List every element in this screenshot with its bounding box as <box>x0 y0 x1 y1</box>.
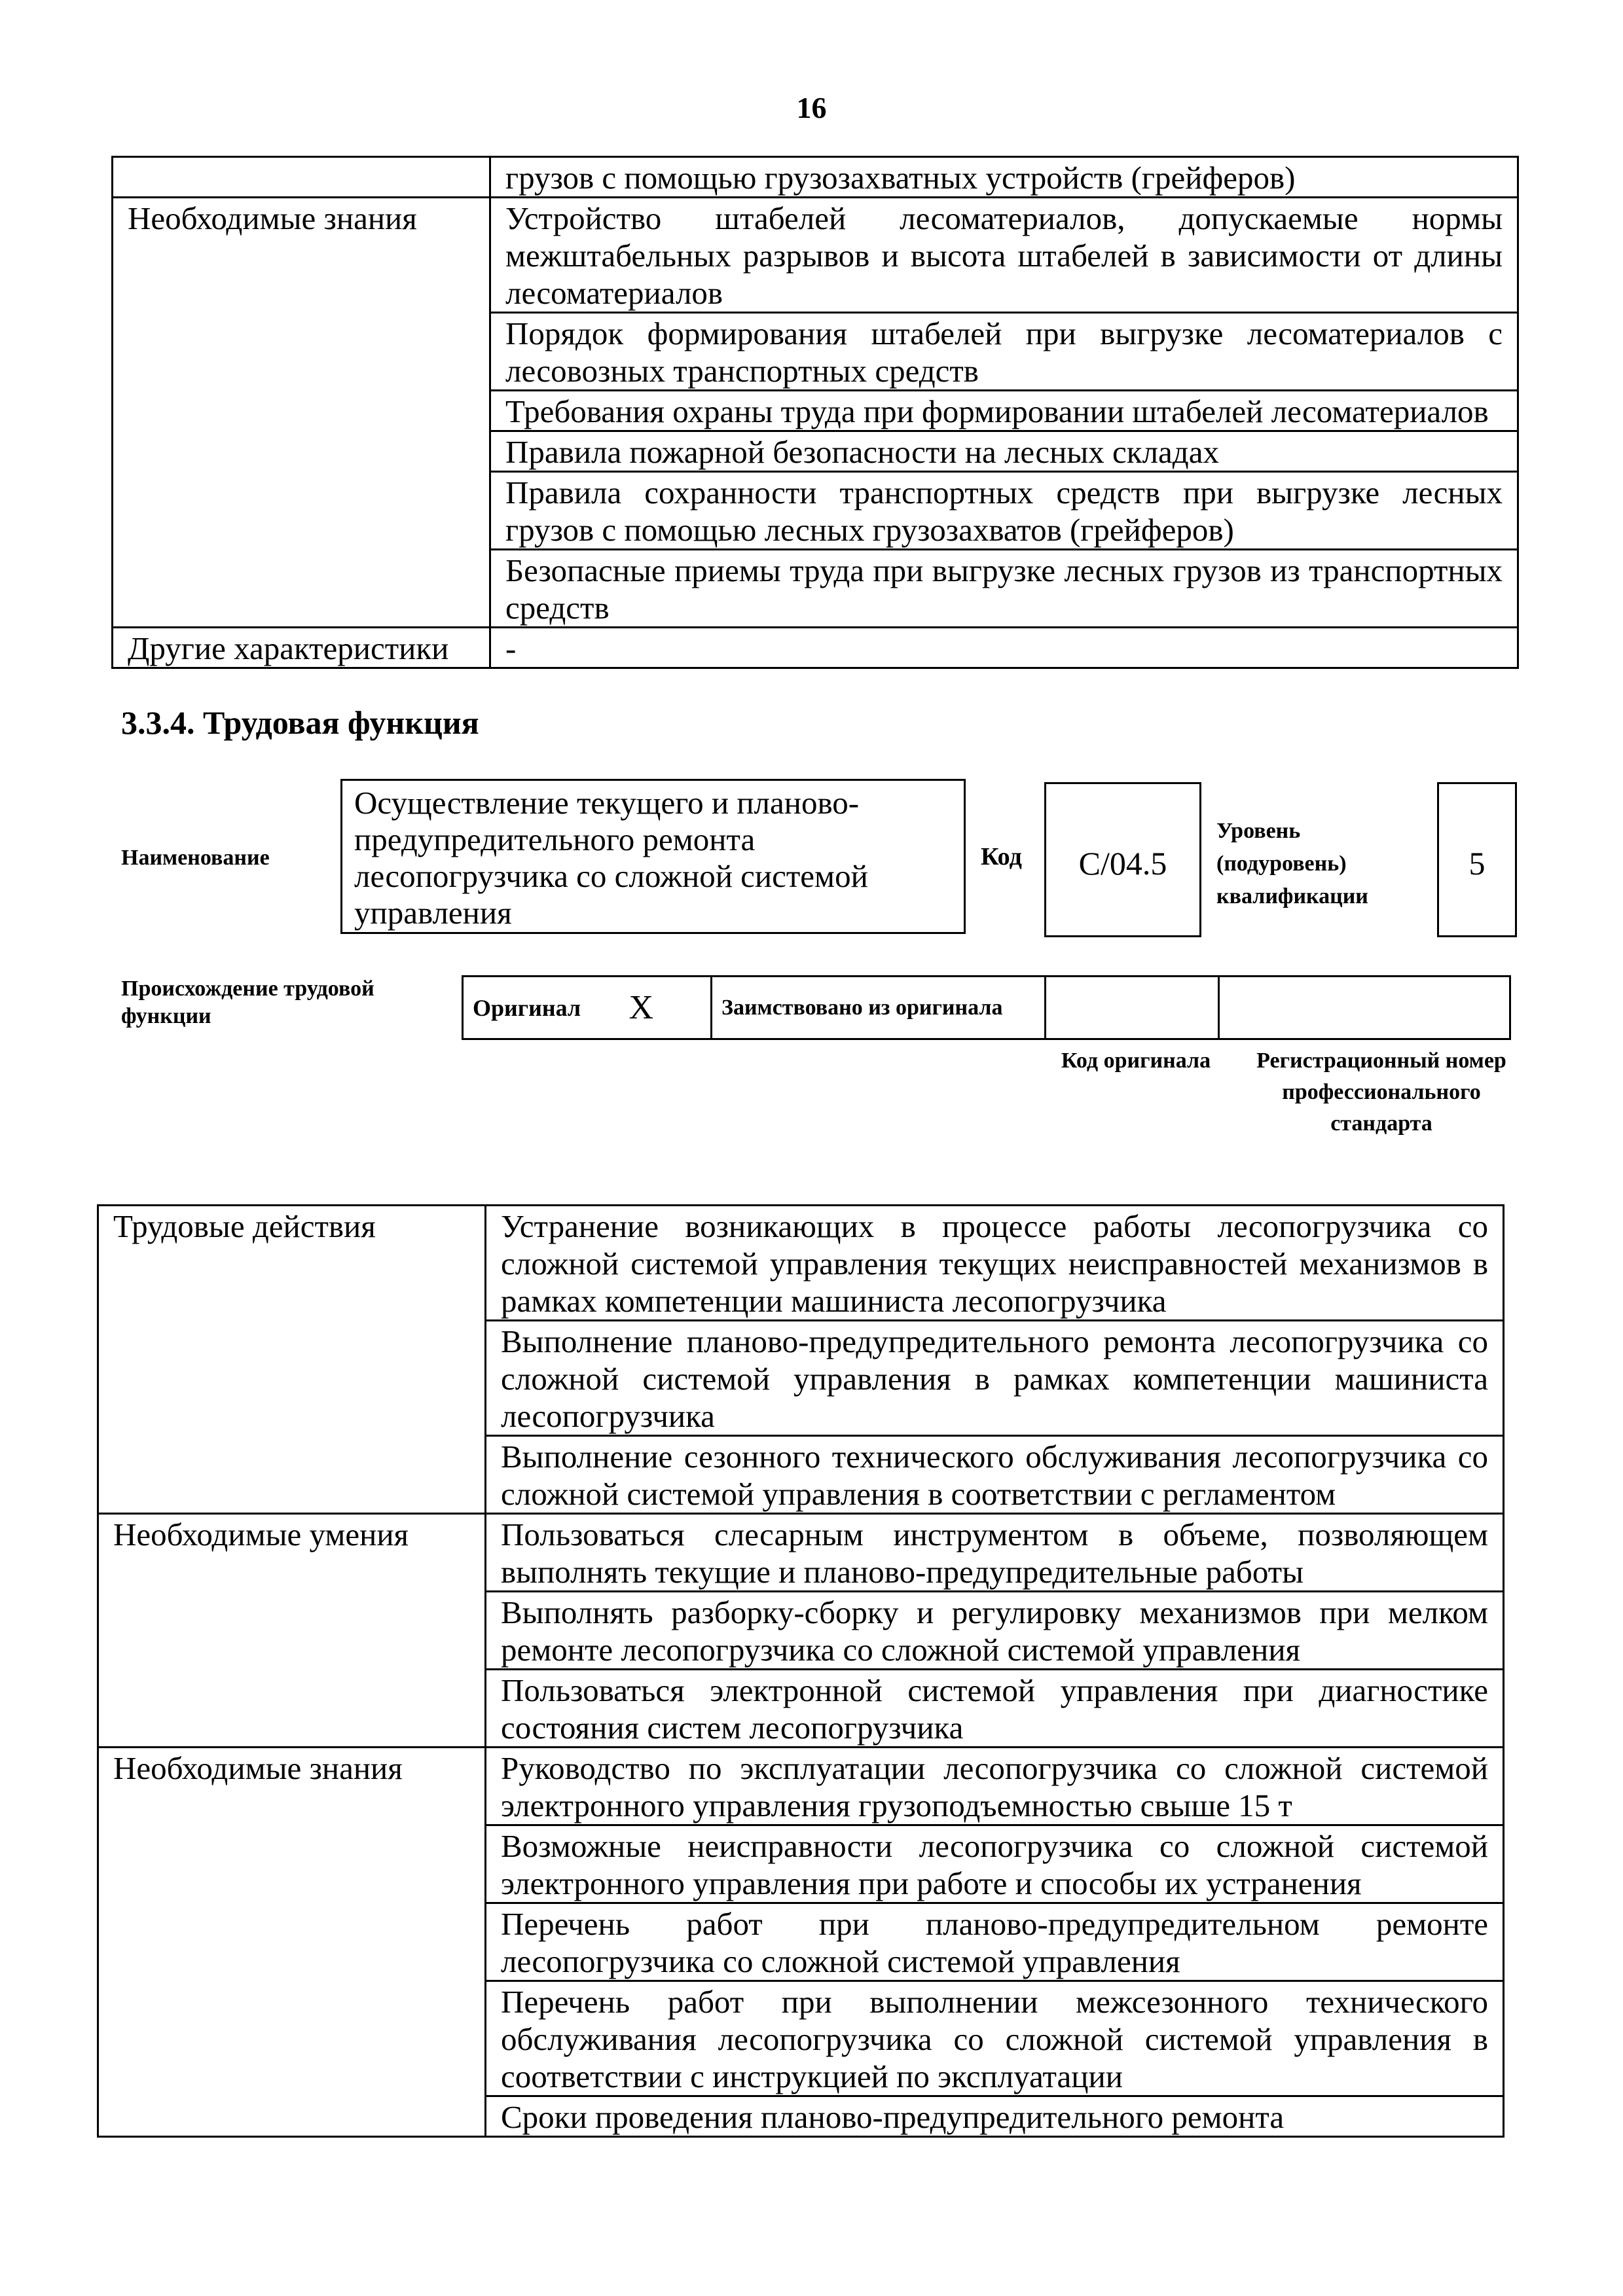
page-number: 16 <box>796 91 827 124</box>
name-label: Наименование <box>121 846 270 870</box>
row-label: Другие характеристики <box>113 628 490 668</box>
original-code-cell <box>1046 977 1219 1039</box>
code-caption: Код оригинала <box>1061 1049 1211 1073</box>
row-item: Возможные неисправности лесопогрузчика со сложной системой электронного управления при работе и способы их устранения <box>486 1825 1504 1903</box>
row-item: Пользоваться электронной системой управления при диагностике состояния систем лесопогрузчика <box>486 1670 1504 1748</box>
row-item: Руководство по эксплуатации лесопогрузчика со сложной системой электронного управления грузоподъемностью свыше 15 т <box>486 1748 1504 1825</box>
row-item: Правила сохранности транспортных средств при выгрузке лесных грузов с помощью лесных грузозахватов (грейферов) <box>490 472 1518 550</box>
row-item: - <box>490 628 1518 668</box>
level-box: 5 <box>1437 782 1517 937</box>
section-title: 3.3.4. Трудовая функция <box>121 704 479 741</box>
table-row <box>98 1748 1504 1825</box>
table-row <box>98 1206 1504 1321</box>
origin-label: Происхождение трудовой функции <box>121 977 374 1028</box>
row-label: Необходимые умения <box>98 1514 486 1748</box>
table-row <box>463 977 1510 1039</box>
row-item: Правила пожарной безопасности на лесных складах <box>490 431 1518 472</box>
table-row <box>113 157 1518 198</box>
row-item: Порядок формирования штабелей при выгрузке лесоматериалов с лесовозных транспортных средств <box>490 313 1518 391</box>
level-label: Уровень (подуровень) квалификации <box>1216 819 1368 908</box>
row-label: Необходимые знания <box>98 1748 486 2137</box>
table-row <box>98 1514 1504 1592</box>
row-item: Устранение возникающих в процессе работы лесопогрузчика со сложной системой управления текущих неисправностей механизмов в рамках компетенции машиниста лесопогрузчика <box>486 1206 1504 1321</box>
function-code-box: С/04.5 <box>1044 782 1201 937</box>
row-item: Требования охраны труда при формировании штабелей лесоматериалов <box>490 391 1518 431</box>
registration-caption: Регистрационный номер профессионального стандарта <box>1256 1049 1506 1136</box>
row-label: Необходимые знания <box>113 198 490 628</box>
row-item: Выполнение планово-предупредительного ремонта лесопогрузчика со сложной системой управления в рамках компетенции машиниста лесопогрузчика <box>486 1321 1504 1436</box>
function-name-box: Осуществление текущего и планово-предупредительного ремонта лесопогрузчика со сложной системой управления <box>340 779 966 934</box>
table-row <box>113 628 1518 668</box>
row-item: Устройство штабелей лесоматериалов, допускаемые нормы межштабельных разрывов и высота штабелей в зависимости от длины лесоматериалов <box>490 198 1518 313</box>
borrowed-label: Заимствовано из оригинала <box>712 977 1046 1039</box>
row-label <box>113 157 490 198</box>
row-item: Перечень работ при выполнении межсезонного технического обслуживания лесопогрузчика со сложной системой управления в соответствии с инструкцией по эксплуатации <box>486 1981 1504 2096</box>
row-item: грузов с помощью грузозахватных устройств (грейферов) <box>490 157 1518 198</box>
row-item: Выполнение сезонного технического обслуживания лесопогрузчика со сложной системой управления в соответствии с регламентом <box>486 1436 1504 1514</box>
table-row <box>113 198 1518 313</box>
original-label: Оригинал <box>463 977 620 1039</box>
knowledge-table-continued <box>111 156 1519 669</box>
registration-number-cell <box>1219 977 1510 1039</box>
row-item: Выполнять разборку-сборку и регулировку механизмов при мелком ремонте лесопогрузчика со сложной системой управления <box>486 1592 1504 1670</box>
row-item: Безопасные приемы труда при выгрузке лесных грузов из транспортных средств <box>490 550 1518 628</box>
origin-table <box>462 975 1511 1040</box>
row-label: Трудовые действия <box>98 1206 486 1514</box>
original-mark: X <box>620 977 712 1039</box>
code-label: Код <box>981 843 1022 870</box>
row-item: Пользоваться слесарным инструментом в объеме, позволяющем выполнять текущие и планово-предупредительные работы <box>486 1514 1504 1592</box>
row-item: Перечень работ при планово-предупредительном ремонте лесопогрузчика со сложной системой управления <box>486 1903 1504 1981</box>
labor-function-table <box>97 1204 1504 2138</box>
row-item: Сроки проведения планово-предупредительного ремонта <box>486 2096 1504 2137</box>
